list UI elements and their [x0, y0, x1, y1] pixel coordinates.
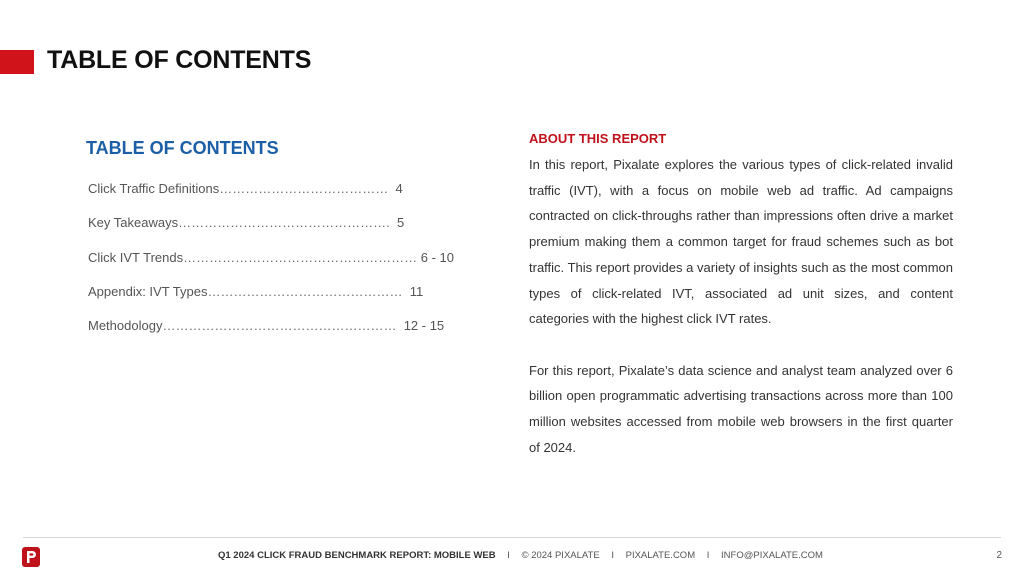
toc-item-leader: ………………………………………………: [162, 318, 397, 334]
toc-item-leader: …………………………………: [219, 181, 389, 196]
toc-item-label: Appendix: IVT Types: [88, 283, 208, 299]
toc-item-leader: ………………………………………: [207, 283, 403, 299]
toc-item-label: Key Takeaways: [88, 215, 179, 231]
about-paragraph: For this report, Pixalate’s data science and analyst team analyzed over 6 billion open programmatic advertising transactions across more than 100 million websites accessed from mobile web browsers in the first quarter of 2024.: [529, 362, 953, 455]
toc-item-leader: ………………………………………………: [183, 249, 418, 265]
toc-item-page: 5: [396, 215, 405, 231]
toc-list: [88, 181, 454, 352]
toc-item-page: 4: [395, 181, 403, 196]
footer-separator: I: [611, 550, 614, 561]
toc-item[interactable]: [88, 283, 424, 318]
toc-item[interactable]: [88, 318, 445, 352]
page-number: 2: [996, 550, 1002, 561]
about-paragraph: In this report, Pixalate explores the various types of click-related invalid traffic (IVT), with a focus on mobile web ad traffic. Ad campaigns contracted on click-throughs rather than impressions often drive a market premium making them a common target for fraud schemes such as bot traffic. This report provides a variety of insights such as the most common types of click-related IVT, associated ad unit sizes, and content categories with the highest click IVT rates.: [529, 157, 953, 327]
footer-info: [218, 550, 823, 561]
footer-email-link[interactable]: INFO@PIXALATE.COM: [721, 550, 823, 561]
toc-item-page: 12 - 15: [403, 318, 445, 334]
footer-website-link[interactable]: PIXALATE.COM: [625, 550, 696, 561]
footer-copyright: © 2024 PIXALATE: [521, 550, 600, 561]
footer-report-title: Q1 2024 CLICK FRAUD BENCHMARK REPORT: MOBILE WEB: [218, 550, 496, 561]
footer-divider: [23, 537, 1001, 538]
toc-item-label: Click Traffic Definitions: [88, 181, 220, 196]
footer-separator: I: [706, 550, 710, 561]
toc-item-page: 6 - 10: [420, 249, 454, 265]
toc-item-label: Methodology: [88, 318, 163, 334]
toc-heading: TABLE OF CONTENTS: [86, 138, 279, 158]
toc-item-leader: ………………………………………….: [178, 215, 390, 231]
toc-item-label: Click IVT Trends: [88, 249, 184, 265]
pixalate-logo-icon[interactable]: [22, 547, 40, 567]
about-body: [529, 152, 953, 460]
footer-separator: I: [507, 550, 510, 561]
about-heading: ABOUT THIS REPORT: [529, 131, 667, 146]
toc-item[interactable]: [88, 181, 418, 215]
page-title: TABLE OF CONTENTS: [47, 46, 312, 74]
title-accent-bar: [0, 50, 34, 74]
toc-item[interactable]: [88, 249, 454, 284]
toc-item-page: 11: [409, 283, 424, 299]
toc-item[interactable]: [88, 215, 418, 249]
